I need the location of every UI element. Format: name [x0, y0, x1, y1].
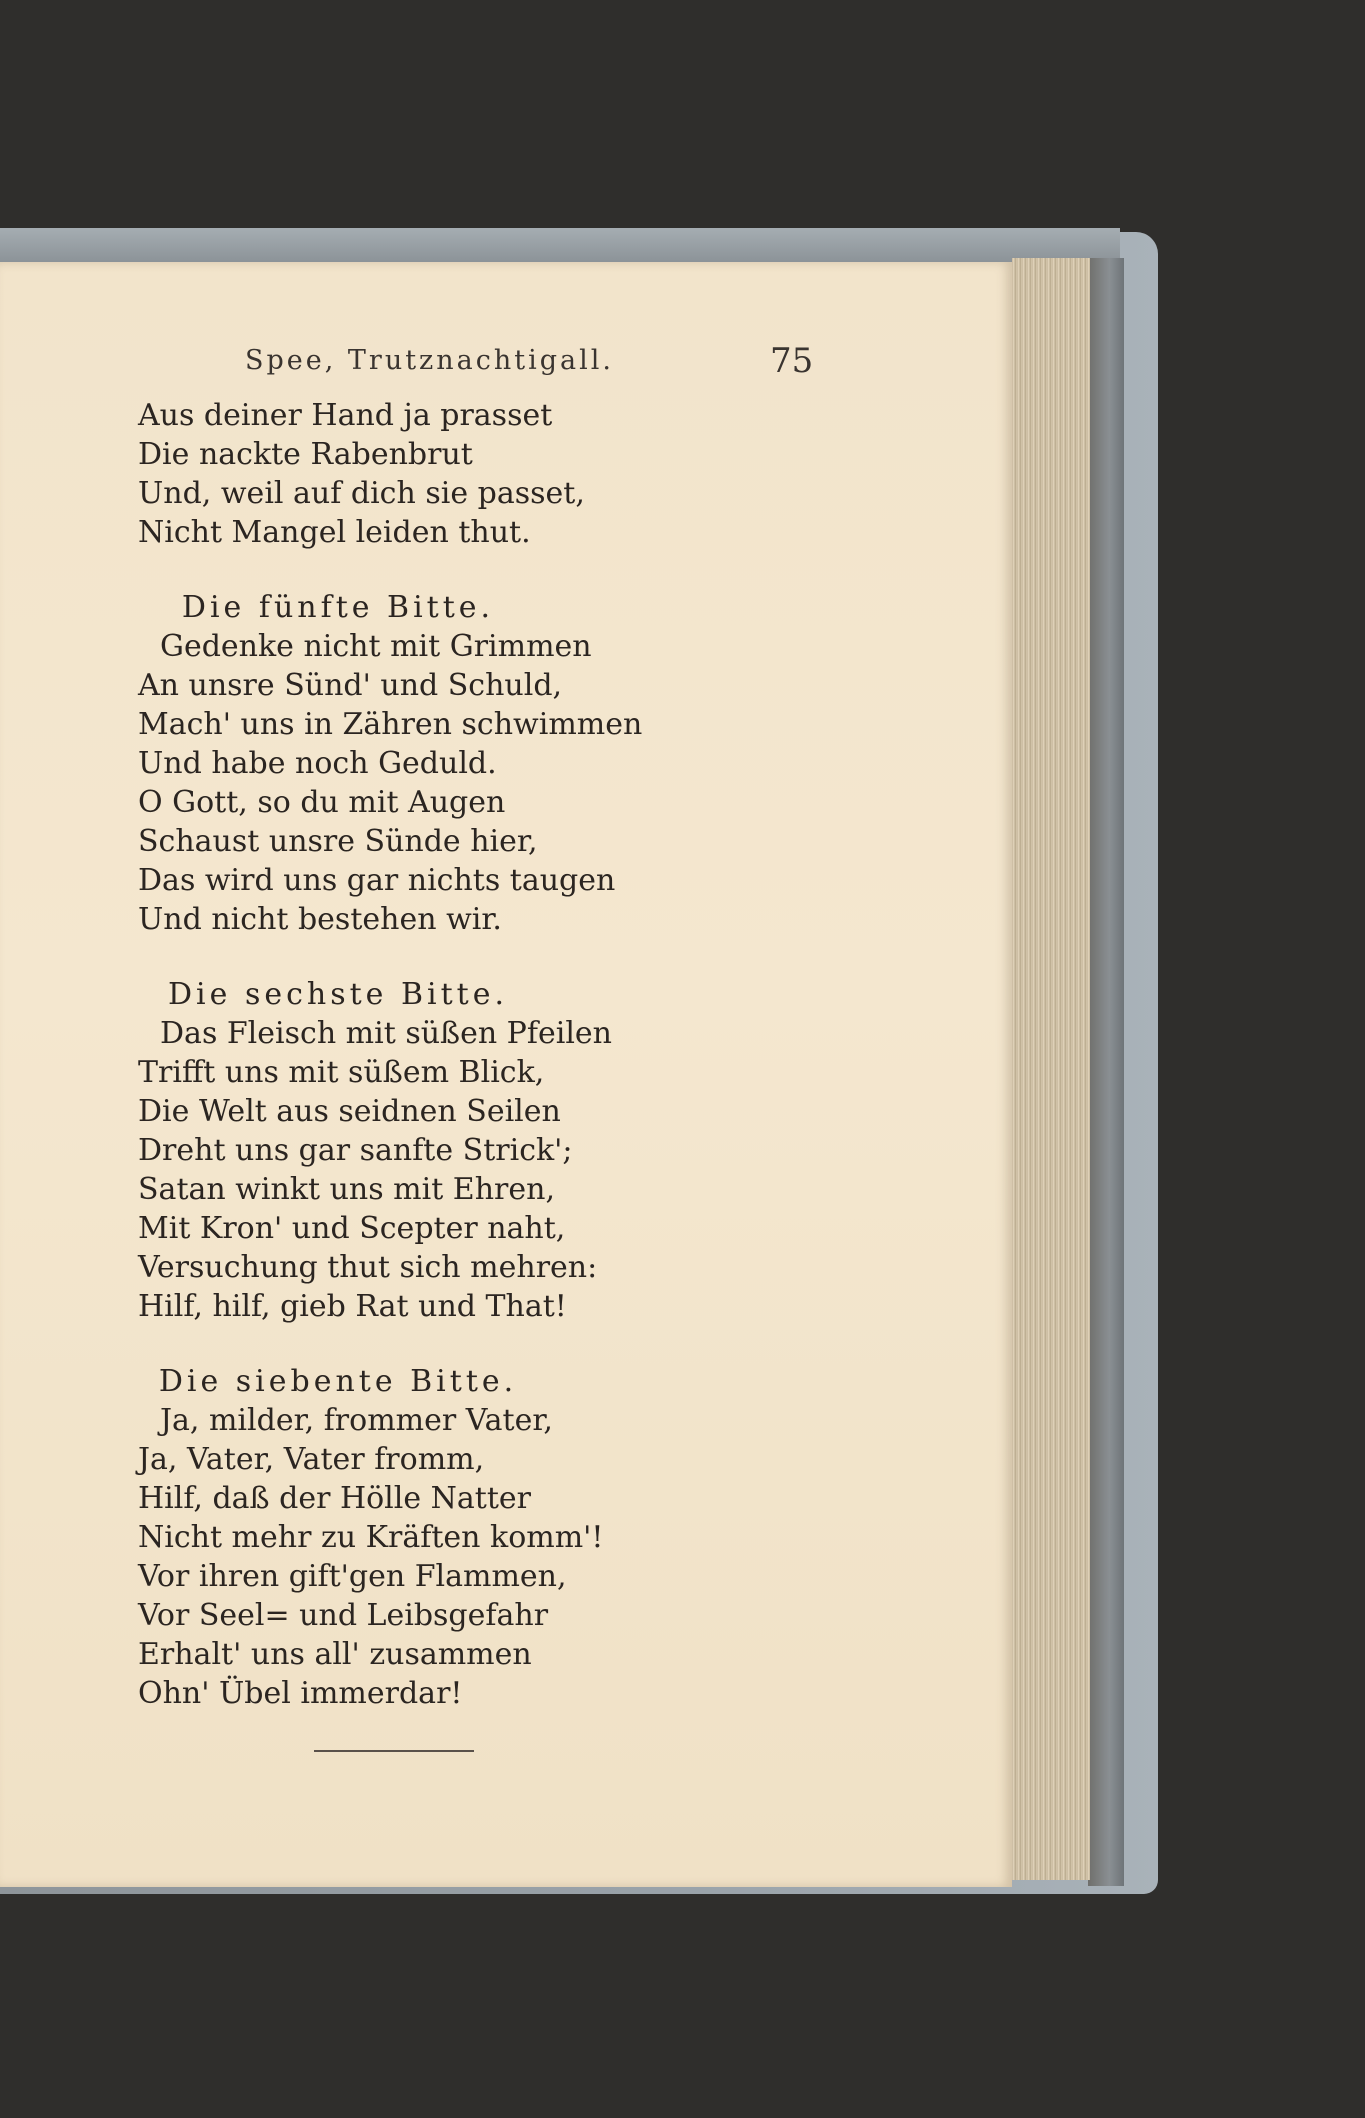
section-heading: Die sechste Bitte.: [168, 977, 508, 1012]
page-header: [245, 341, 814, 385]
verse-line: Die nackte Rabenbrut: [138, 437, 473, 472]
section-fifth-petition: [138, 588, 678, 939]
section-heading: Die siebente Bitte.: [158, 1364, 518, 1399]
stanza-1: [138, 396, 678, 552]
verse-line: Versuchung thut sich mehren:: [138, 1250, 598, 1285]
poem-text: [138, 396, 678, 1713]
verse-line: Und nicht bestehen wir.: [138, 902, 502, 937]
verse-line: Erhalt' uns all' zusammen: [138, 1637, 532, 1672]
verse-line: Ohn' Übel immerdar!: [138, 1676, 463, 1711]
verse-line: Nicht Mangel leiden thut.: [138, 515, 531, 550]
verse-line: Mach' uns in Zähren schwimmen: [138, 707, 643, 742]
section-sixth-petition: [138, 975, 678, 1326]
verse-line: Vor Seel= und Leibsgefahr: [138, 1598, 549, 1633]
verse-line: Das wird uns gar nichts taugen: [138, 863, 616, 898]
verse-line: Und, weil auf dich sie passet,: [138, 476, 585, 511]
verse-line: Dreht uns gar sanfte Strick';: [138, 1133, 573, 1168]
verse-line: Das Fleisch mit süßen Pfeilen: [160, 1016, 612, 1051]
verse-line: Hilf, daß der Hölle Natter: [138, 1481, 532, 1516]
verse-line: Und habe noch Geduld.: [138, 746, 497, 781]
section-seventh-petition: [138, 1362, 678, 1713]
end-rule: [314, 1750, 474, 1752]
verse-line: O Gott, so du mit Augen: [138, 785, 506, 820]
verse-line: Vor ihren gift'gen Flammen,: [138, 1559, 567, 1594]
verse-line: Hilf, hilf, gieb Rat und That!: [138, 1289, 567, 1324]
verse-line: Mit Kron' und Scepter naht,: [138, 1211, 566, 1246]
verse-line: Nicht mehr zu Kräften komm'!: [138, 1520, 604, 1555]
book-cover-top-edge: [0, 228, 1120, 262]
verse-line: An unsre Sünd' und Schuld,: [138, 668, 563, 703]
verse-line: Satan winkt uns mit Ehren,: [138, 1172, 555, 1207]
verse-line: Die Welt aus seidnen Seilen: [138, 1094, 561, 1129]
running-head: Spee, Trutznachtigall.: [245, 345, 614, 376]
section-heading: Die fünfte Bitte.: [181, 590, 495, 625]
verse-line: Ja, Vater, Vater fromm,: [138, 1442, 485, 1477]
verse-line: Schaust unsre Sünde hier,: [138, 824, 538, 859]
verse-line: Aus deiner Hand ja prasset: [138, 398, 553, 433]
verse-line: Gedenke nicht mit Grimmen: [160, 629, 592, 664]
book-spine-edge: [1088, 258, 1124, 1886]
page-edges: [1012, 258, 1090, 1880]
page-number: 75: [770, 341, 814, 381]
verse-line: Trifft uns mit süßem Blick,: [138, 1055, 545, 1090]
verse-line: Ja, milder, frommer Vater,: [160, 1403, 553, 1438]
